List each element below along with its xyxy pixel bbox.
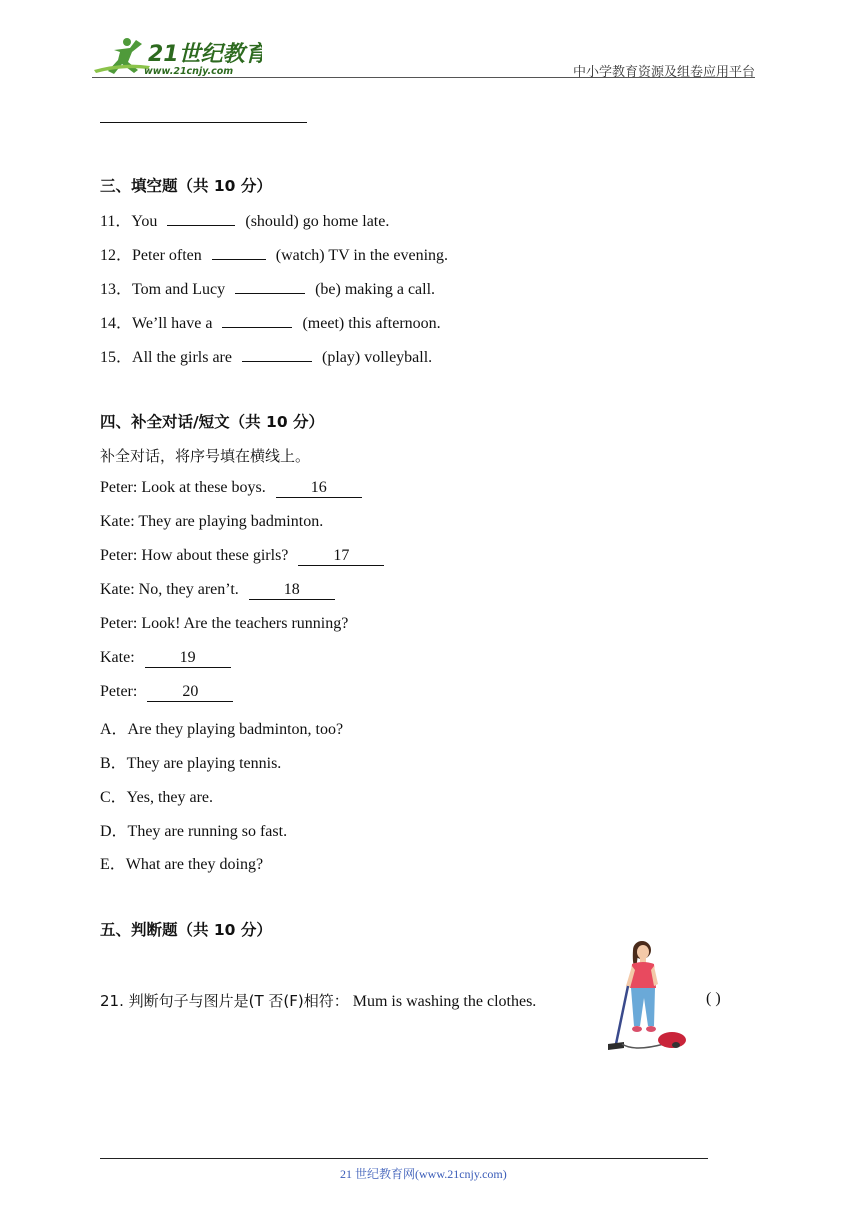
option-a: A．Are they playing badminton, too? bbox=[100, 721, 344, 738]
question-12: 12．Peter often (watch) TV in the evening. bbox=[100, 247, 449, 264]
option-e: E．What are they doing? bbox=[100, 856, 264, 873]
answer-blank-17[interactable]: 17 bbox=[298, 547, 384, 566]
dialog-line-4: Kate: No, they aren’t. 18 bbox=[100, 581, 335, 600]
option-d: D．They are running so fast. bbox=[100, 823, 288, 840]
logo-url: www.21cnjy.com bbox=[144, 66, 234, 77]
fill-blank[interactable] bbox=[222, 313, 292, 328]
dialog-line-1: Peter: Look at these boys. 16 bbox=[100, 479, 362, 498]
site-logo bbox=[92, 36, 262, 78]
logo-text: 21世纪教育 bbox=[148, 42, 262, 67]
header-divider bbox=[92, 77, 755, 78]
answer-blank-18[interactable]: 18 bbox=[249, 581, 335, 600]
fill-blank[interactable] bbox=[167, 211, 235, 226]
answer-line bbox=[100, 122, 307, 123]
dialog-line-7: Peter: 20 bbox=[100, 683, 233, 702]
header-platform-text: 中小学教育资源及组卷应用平台 bbox=[572, 65, 755, 80]
section-5-title: 五、判断题（共 10 分） bbox=[100, 921, 272, 939]
dialog-line-3: Peter: How about these girls? 17 bbox=[100, 547, 384, 566]
dialog-line-6: Kate: 19 bbox=[100, 649, 231, 668]
answer-blank-19[interactable]: 19 bbox=[145, 649, 231, 668]
fill-blank[interactable] bbox=[212, 245, 266, 260]
footer-divider bbox=[100, 1158, 708, 1159]
question-21: 21. 判断句子与图片是(T 否(F)相符： Mum is washing the clothes. bbox=[100, 992, 537, 1010]
answer-blank-20[interactable]: 20 bbox=[147, 683, 233, 702]
dialog-line-2: Kate: They are playing badminton. bbox=[100, 513, 324, 530]
question-11: 11．You (should) go home late. bbox=[100, 213, 390, 230]
fill-blank[interactable] bbox=[242, 347, 312, 362]
answer-blank-16[interactable]: 16 bbox=[276, 479, 362, 498]
question-14: 14．We’ll have a (meet) this afternoon. bbox=[100, 315, 441, 332]
section-3-title: 三、填空题（共 10 分） bbox=[100, 177, 272, 195]
question-15: 15．All the girls are (play) volleyball. bbox=[100, 349, 433, 366]
section-4-instruction: 补全对话，将序号填在横线上。 bbox=[100, 447, 311, 465]
option-b: B．They are playing tennis. bbox=[100, 755, 282, 772]
question-13: 13．Tom and Lucy (be) making a call. bbox=[100, 281, 436, 298]
mum-vacuuming-image bbox=[604, 940, 694, 1058]
footer-link[interactable]: 21 世纪教育网(www.21cnjy.com) bbox=[340, 1167, 507, 1181]
fill-blank[interactable] bbox=[235, 279, 305, 294]
dialog-line-5: Peter: Look! Are the teachers running? bbox=[100, 615, 349, 632]
answer-parentheses[interactable]: ( ) bbox=[706, 990, 721, 1007]
section-4-title: 四、补全对话/短文（共 10 分） bbox=[100, 413, 325, 431]
option-c: C．Yes, they are. bbox=[100, 789, 214, 806]
